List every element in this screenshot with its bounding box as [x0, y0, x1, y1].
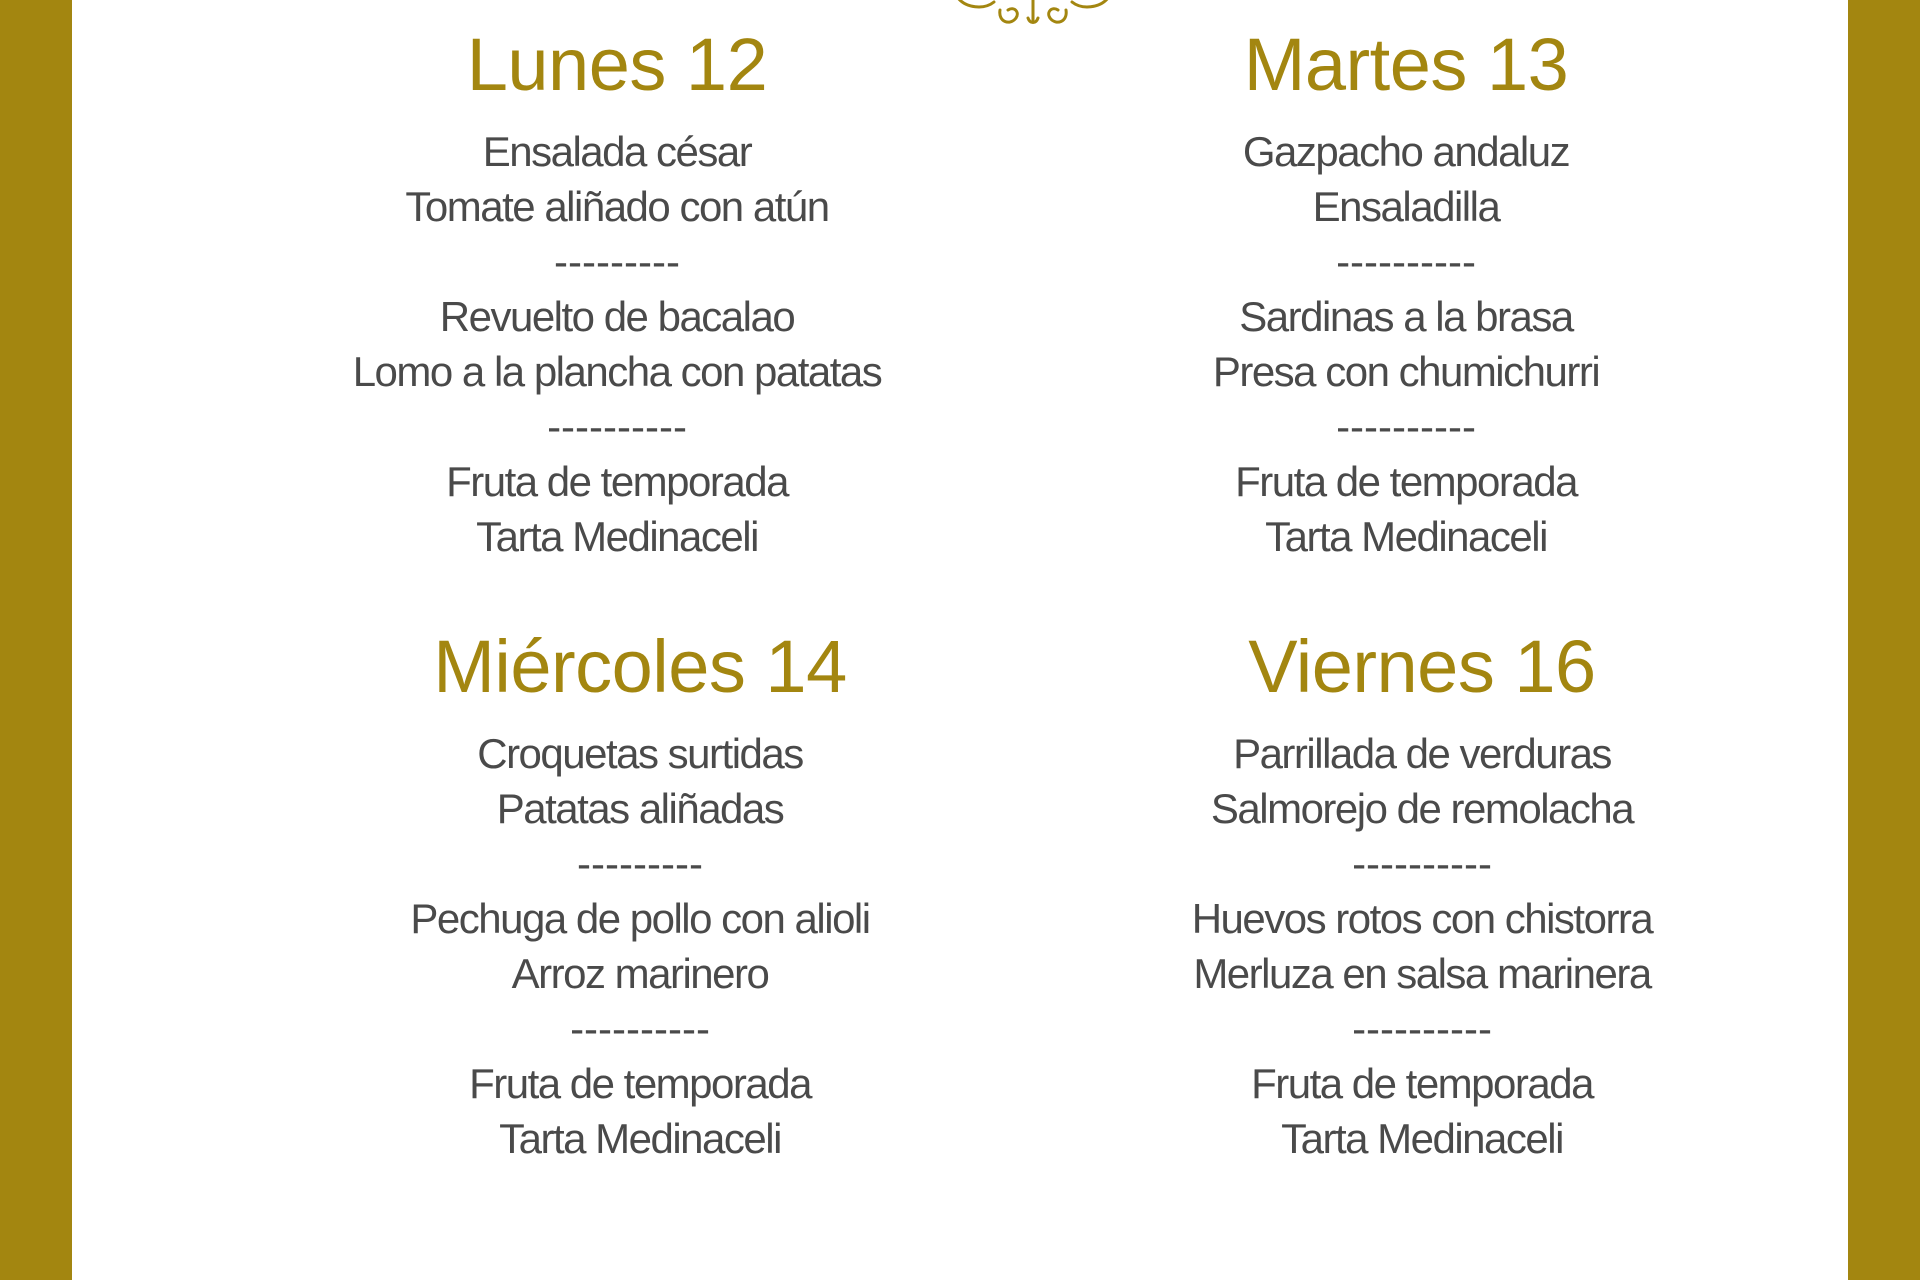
menu-item: Patatas aliñadas	[496, 785, 784, 832]
menu-item: Sardinas a la brasa	[1239, 293, 1573, 340]
day-title: Miércoles 14	[433, 625, 847, 708]
menu-item: Tarta Medinaceli	[499, 1115, 781, 1162]
menu-item: Fruta de temporada	[1235, 458, 1577, 505]
menu-item: Tarta Medinaceli	[1265, 513, 1547, 560]
day-menu-martes	[1026, 23, 1786, 564]
course-separator: ----------	[1336, 238, 1476, 285]
day-title: Lunes 12	[466, 23, 768, 106]
menu-item: Tomate aliñado con atún	[405, 183, 829, 230]
course-separator: ----------	[1336, 403, 1476, 450]
day-title: Viernes 16	[1248, 625, 1596, 708]
day-menu-miercoles	[260, 625, 1020, 1166]
menu-item: Tarta Medinaceli	[476, 513, 758, 560]
menu-item: Croquetas surtidas	[477, 730, 803, 777]
menu-item: Fruta de temporada	[469, 1060, 811, 1107]
course-separator: ---------	[577, 840, 703, 887]
menu-item: Parrillada de verduras	[1233, 730, 1611, 777]
day-title: Martes 13	[1243, 23, 1569, 106]
course-separator: ----------	[570, 1005, 710, 1052]
course-separator: ----------	[1352, 840, 1492, 887]
menu-item: Gazpacho andaluz	[1242, 128, 1570, 175]
menu-item: Revuelto de bacalao	[439, 293, 795, 340]
flourish-ornament-icon	[948, 0, 1118, 26]
course-separator: ---------	[554, 238, 680, 285]
menu-item: Huevos rotos con chistorra	[1191, 895, 1653, 942]
menu-item: Arroz marinero	[511, 950, 769, 997]
menu-item: Pechuga de pollo con alioli	[410, 895, 870, 942]
day-menu-lunes	[237, 23, 997, 564]
menu-item: Ensalada césar	[482, 128, 752, 175]
menu-item: Salmorejo de remolacha	[1210, 785, 1634, 832]
day-menu-viernes	[1042, 625, 1802, 1166]
course-separator: ----------	[547, 403, 687, 450]
menu-item: Fruta de temporada	[446, 458, 788, 505]
menu-item: Presa con chumichurri	[1212, 348, 1600, 395]
menu-item: Merluza en salsa marinera	[1193, 950, 1651, 997]
menu-item: Fruta de temporada	[1251, 1060, 1593, 1107]
course-separator: ----------	[1352, 1005, 1492, 1052]
menu-panel	[72, 0, 1848, 1280]
menu-item: Lomo a la plancha con patatas	[352, 348, 882, 395]
menu-item: Tarta Medinaceli	[1281, 1115, 1563, 1162]
menu-item: Ensaladilla	[1312, 183, 1500, 230]
